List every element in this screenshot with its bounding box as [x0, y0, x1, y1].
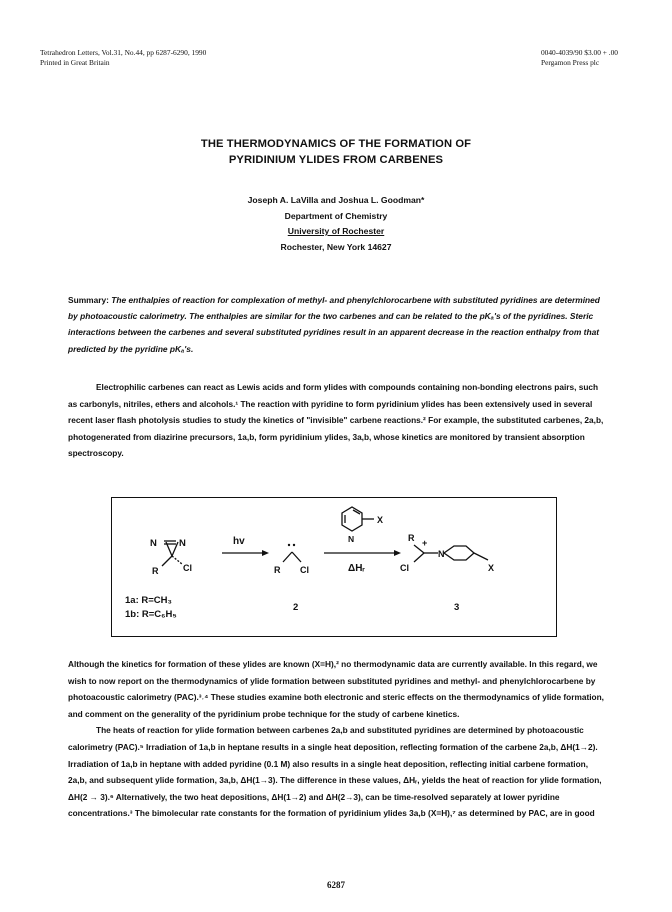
- reaction-scheme: [111, 497, 557, 637]
- author-names: Joseph A. LaVilla and Joshua L. Goodman*: [247, 195, 425, 205]
- paper-title: [0, 136, 672, 168]
- summary-lead: Summary:: [68, 295, 109, 305]
- page-number: 6287: [327, 880, 345, 890]
- ylide-n: N: [438, 549, 445, 559]
- paragraph-2a-text: Although the kinetics for formation of these ylides are known (X=H),² no thermodynamic data are currently available. In this regard, we wish to now report on the thermodynamics of ylide formation between substituted pyridines and methyl- and phenylchlorocarbene by photoacoustic calorimetry (PAC).³˒⁴ These studies examine both electronic and steric effects on the thermodynamics of ylide formation, and comment on the generality of the pyridinium probe technique for the study of carbene kinetics.: [68, 659, 604, 719]
- ylide-cl: Cl: [400, 563, 409, 573]
- journal-header-left: [40, 48, 206, 68]
- diazirine-cl: Cl: [183, 563, 192, 573]
- diazirine-n-right: N: [179, 538, 186, 549]
- diazirine-n-left: N: [150, 538, 157, 549]
- compound-2-label: 2: [293, 602, 299, 613]
- compound-1a-label: 1a: R=CH₃: [125, 595, 172, 606]
- ylide-x: X: [488, 563, 495, 573]
- author-department: Department of Chemistry: [284, 210, 388, 221]
- publisher: Pergamon Press plc: [540, 58, 600, 67]
- paragraph-2b-text: The heats of reaction for ylide formation between carbenes 2a,b and substituted pyridines are determined by photoacoustic calorimetry (PAC).⁵ Irradiation of 1a,b in heptane results in a single heat deposition, reflecting formation of the carbene 2a,b, ΔH(1→2). Irradiation of 1a,b in heptane with added pyridine (0.1 M) also results in a single heat deposition, reflecting initial carbene formation, 2a,b, and subsequent ylide formation, 3a,b, ΔH(1→3). The difference in these values, ΔHᵣ, yields the heat of reaction for ylide formation, ΔH(2 → 3).⁶ Alternatively, the two heat depositions, ΔH(1→2) and ΔH(2→3), can be time-resolved separately at lower pyridine concentrations.³ The bimolecular rate constants for the formation of pyridinium ylides 3a,b (X=H),⁷ as determined by PAC, are in good: [68, 725, 602, 819]
- summary-text: The enthalpies of reaction for complexation of methyl- and phenylchlorocarbene with substituted pyridines are determined by photoacoustic calorimetry. The enthalpies are similar for the two carbenes and can be related to the pKₐ's of the pyridines. Steric interactions between the carbenes and several substituted pyridines result in an apparent decrease in the reaction enthalpy from that predicted by the pyridine pKₐ's.: [68, 295, 600, 354]
- journal-citation: Tetrahedron Letters, Vol.31, No.44, pp 6287-6290, 1990: [40, 48, 207, 57]
- carbene-r: R: [274, 565, 281, 575]
- author-block: [0, 193, 672, 255]
- body-paragraph-1: [68, 379, 608, 462]
- body-paragraph-2: [68, 656, 608, 822]
- issn-price: 0040-4039/90 $3.00 + .00: [540, 48, 618, 57]
- ylide-arrowhead: [394, 550, 401, 556]
- journal-header-right: [541, 48, 618, 68]
- scheme-drawing: [112, 498, 556, 636]
- ylide-r: R: [408, 533, 415, 543]
- pyridine-n: N: [348, 534, 355, 544]
- summary: [68, 292, 608, 357]
- author-address: Rochester, New York 14627: [280, 241, 392, 252]
- compound-1b-label: 1b: R=C₆H₅: [125, 609, 177, 620]
- photolysis-arrowhead: [262, 550, 269, 556]
- carbene-cl: Cl: [300, 565, 309, 575]
- delta-h-label: ΔHᵣ: [348, 563, 365, 574]
- diazirine-r: R: [152, 566, 159, 576]
- pyridine-x: X: [377, 515, 384, 525]
- title-line-1: THE THERMODYNAMICS OF THE FORMATION OF: [200, 138, 472, 150]
- printed-in: Printed in Great Britain: [40, 58, 110, 67]
- hv-label: hv: [233, 536, 245, 547]
- author-university: University of Rochester: [287, 226, 385, 236]
- paragraph-1-text: Electrophilic carbenes can react as Lewis acids and form ylides with compounds containing non-bonding electrons pairs, such as carbonyls, nitriles, ethers and alcohols.¹ The reaction with pyridine to form pyridinium ylides has been extensively used in several recent laser flash photolysis studies to study the kinetics of "invisible" carbene reactions.² For example, the substituted carbenes, 2a,b, photogenerated from diazirine precursors, 1a,b, form pyridinium ylides, 3a,b, whose kinetics are monitored by transient absorption spectroscopy.: [68, 382, 604, 459]
- compound-3-label: 3: [454, 602, 460, 613]
- title-line-2: PYRIDINIUM YLIDES FROM CARBENES: [228, 154, 444, 166]
- pyridine-structure: [342, 507, 374, 531]
- svg-text:+: +: [422, 538, 428, 548]
- carbene-structure: [283, 552, 301, 562]
